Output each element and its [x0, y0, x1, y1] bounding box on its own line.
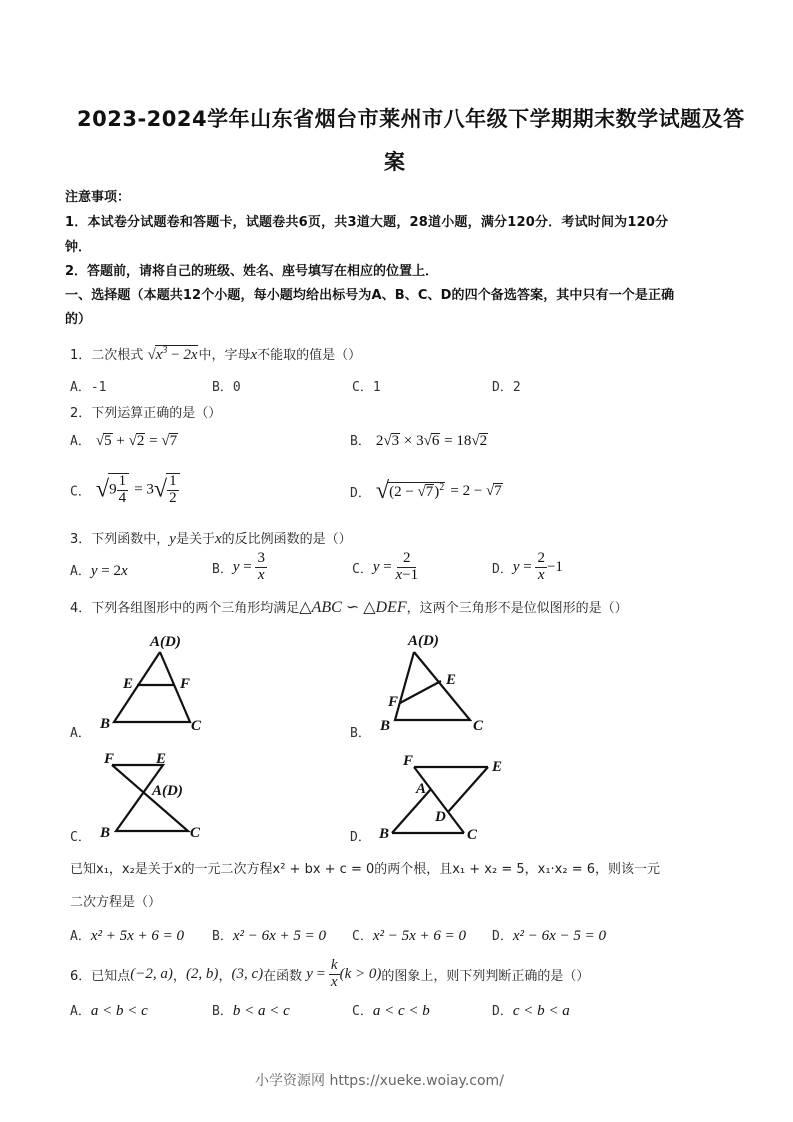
question-2: 2．下列运算正确的是（） — [70, 406, 222, 421]
footer-watermark-link[interactable]: 小学资源网 https://xueke.woiay.com/ — [255, 1073, 504, 1089]
notice-item-1: 1．本试卷分试题卷和答题卡，试题卷共6页，共3道大题，28道小题，满分120分．考试时间为120分 — [65, 215, 669, 230]
q1-option-d[interactable]: D．2 — [492, 380, 521, 395]
q4-option-a-label[interactable]: A． — [70, 726, 91, 741]
question-text: 二次根式 — [91, 348, 144, 363]
q2-option-c[interactable]: C． √9 $\frac{1}{4}$ = 3√ $\frac{1}{2}$ — [70, 473, 180, 507]
svg-text:D: D — [435, 809, 446, 825]
q6-option-c[interactable]: C．a < c < b — [352, 1003, 430, 1019]
svg-text:E: E — [123, 676, 134, 692]
question-6: 6．已知点(−2, a)，(2, b)，(3, c)在函数 y = $\frac{k}{x}$ (k > 0)的图象上，则下列判断正确的是（） — [70, 957, 590, 990]
svg-text:E: E — [156, 751, 167, 767]
svg-text:B: B — [100, 716, 111, 732]
question-number: 1． — [70, 348, 92, 363]
question-text: 不能取的值是（） — [257, 348, 362, 363]
q3-option-b[interactable]: B．y = $\frac{3}{x}$ — [212, 550, 265, 583]
q1-option-a[interactable]: A．-1 — [70, 380, 107, 395]
question-1 — [70, 344, 361, 364]
question-3: 3．下列函数中，y是关于x的反比例函数的是（） — [70, 531, 352, 547]
q6-option-b[interactable]: B．b < a < c — [212, 1003, 290, 1019]
section-heading: 一、选择题（本题共12个小题，每小题均给出标号为A、B、C、D的四个备选答案，其中只有一个是正确 — [65, 288, 675, 303]
q4-option-b-label[interactable]: B． — [350, 726, 371, 741]
svg-text:A(D): A(D) — [408, 633, 439, 649]
question-text: 中，字母 — [198, 348, 251, 363]
q2-option-d[interactable]: D． $√(2 - √7)^2 = 2 - √7$ — [350, 478, 502, 504]
svg-text:C: C — [467, 827, 478, 843]
q4-option-c-label[interactable]: C． — [70, 830, 91, 845]
svg-text:F: F — [104, 751, 115, 767]
svg-text:B: B — [380, 718, 391, 734]
svg-text:A: A — [416, 781, 427, 797]
question-4: 4．下列各组图形中的两个三角形均满足△ABC ∽ △DEF，这两个三角形不是位似图形的是（） — [70, 599, 628, 616]
q3-option-c[interactable]: C．y = $\frac{2}{x-1}$ — [352, 550, 419, 583]
radical-expression: $√x^3 - 2x$ — [147, 345, 198, 363]
q4-figure-a[interactable] — [90, 622, 230, 742]
q3-option-a[interactable]: A．y = 2x — [70, 563, 128, 579]
notice-item-1-cont: 钟． — [65, 240, 92, 255]
question-5-cont: 二次方程是（） — [70, 895, 162, 910]
variable: x — [250, 347, 258, 363]
q4-figure-d[interactable] — [370, 745, 520, 845]
q3-option-d[interactable]: D．y = $\frac{2}{x}$ −1 — [492, 550, 563, 583]
notice-item-2: 2．答题前，请将自己的班级、姓名、座号填写在相应的位置上． — [65, 264, 439, 279]
svg-text:C: C — [191, 718, 202, 734]
q4-option-d-label[interactable]: D． — [350, 830, 371, 845]
q2-option-b[interactable]: B． 2√3 × 3√6 = 18√2 — [350, 433, 488, 449]
notice-heading: 注意事项： — [65, 190, 131, 205]
q5-option-a[interactable]: A．x² + 5x + 6 = 0 — [70, 928, 185, 944]
svg-text:F: F — [403, 753, 414, 769]
q1-option-b[interactable]: B．0 — [212, 380, 241, 395]
section-heading-cont: 的） — [65, 312, 92, 327]
svg-text:E: E — [446, 672, 457, 688]
q6-option-d[interactable]: D．c < b < a — [492, 1003, 570, 1019]
svg-text:F: F — [388, 694, 399, 710]
page-title-line1: 2023-2024学年山东省烟台市莱州市八年级下学期期末数学试题及答 — [77, 107, 745, 131]
q5-option-d[interactable]: D．x² − 6x − 5 = 0 — [492, 928, 607, 944]
question-5: 已知x₁，x₂是关于x的一元二次方程x² + bx + c = 0的两个根，且x₁ + x₂ = 5，x₁·x₂ = 6，则该一元 — [70, 862, 661, 877]
q6-option-a[interactable]: A．a < b < c — [70, 1003, 148, 1019]
svg-text:C: C — [473, 718, 484, 734]
svg-text:F: F — [180, 676, 191, 692]
svg-text:C: C — [190, 825, 201, 841]
q2-option-a[interactable]: A． √5 + √2 = √7 — [70, 433, 178, 449]
q5-option-b[interactable]: B．x² − 6x + 5 = 0 — [212, 928, 327, 944]
svg-text:A(D): A(D) — [152, 783, 183, 799]
page-title-line2: 案 — [384, 150, 406, 174]
svg-text:A(D): A(D) — [150, 634, 181, 650]
svg-text:E: E — [492, 759, 503, 775]
svg-text:B: B — [379, 826, 390, 842]
svg-text:B: B — [100, 825, 111, 841]
q1-option-c[interactable]: C．1 — [352, 380, 381, 395]
q5-option-c[interactable]: C．x² − 5x + 6 = 0 — [352, 928, 467, 944]
q4-figure-c[interactable] — [90, 745, 230, 845]
q4-figure-b[interactable] — [370, 622, 510, 742]
